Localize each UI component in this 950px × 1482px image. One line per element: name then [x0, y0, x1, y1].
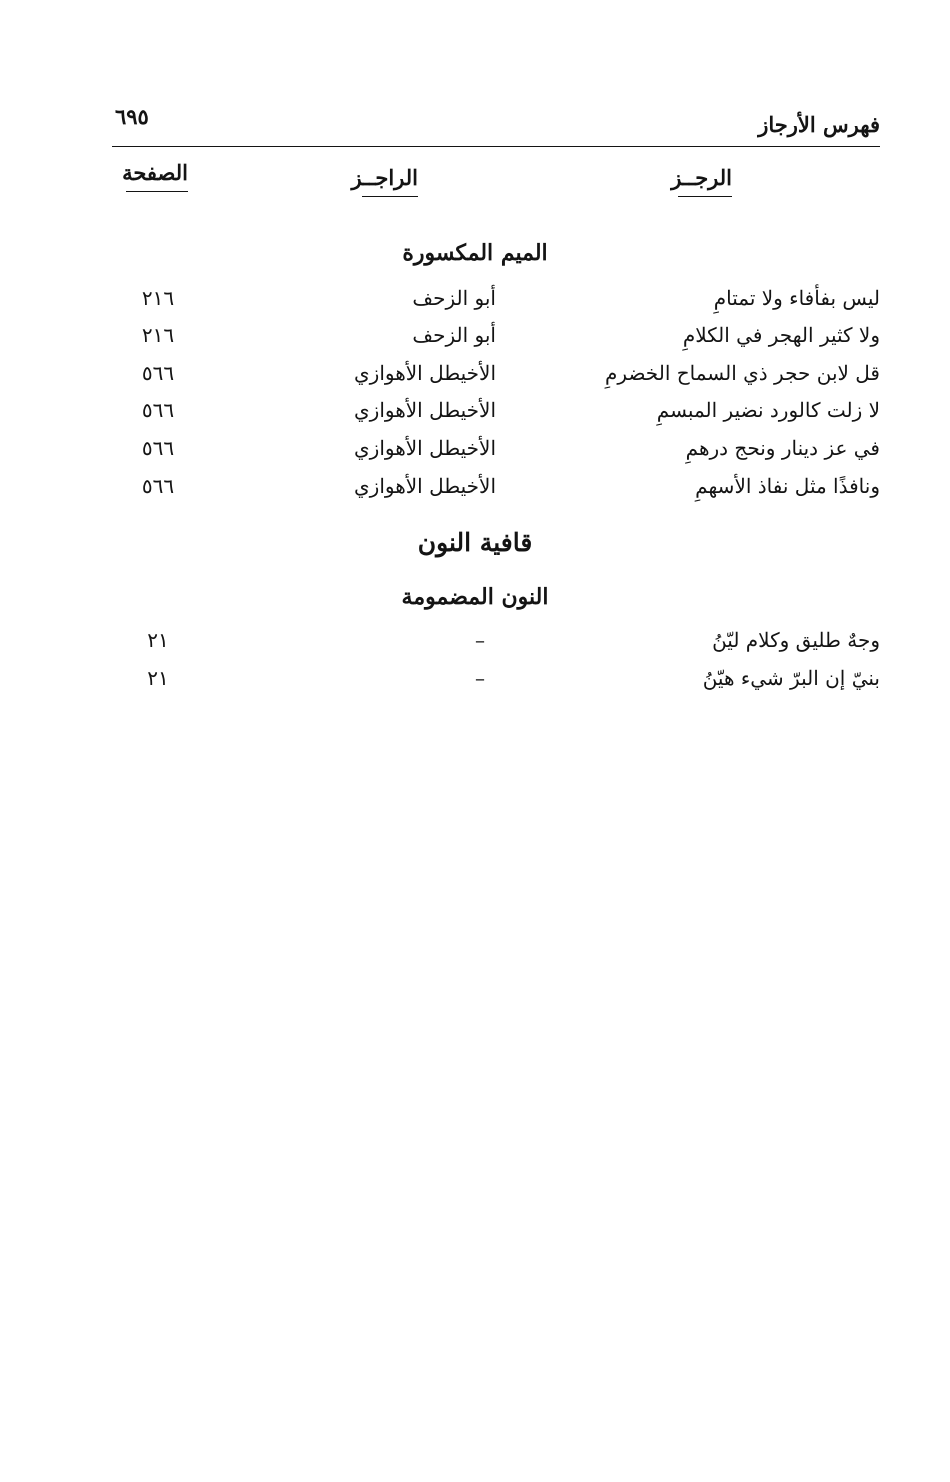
table-row: [0, 361, 950, 395]
verse-text: في عز دينار ونحج درهمِ: [685, 436, 880, 460]
poet-name: الأخيطل الأهوازي: [354, 436, 496, 460]
table-row: [0, 323, 950, 357]
page-ref: ٥٦٦: [141, 361, 175, 385]
poet-name: الأخيطل الأهوازي: [354, 474, 496, 498]
page-ref: ٢١٦: [141, 323, 175, 347]
verse-text: ولا كثير الهجر في الكلامِ: [682, 323, 880, 347]
poet-name: الأخيطل الأهوازي: [354, 361, 496, 385]
page-ref: ٢١٦: [141, 286, 175, 310]
table-row: [0, 666, 950, 700]
poet-name: أبو الزحف: [412, 286, 496, 310]
page-number: ٦٩٥: [115, 104, 149, 129]
header-divider: [112, 146, 880, 147]
column-header-verse: الرجــز: [678, 165, 732, 197]
section-subheading: النون المضمومة: [401, 584, 549, 610]
table-row: [0, 628, 950, 662]
poet-name: الأخيطل الأهوازي: [354, 398, 496, 422]
running-header-title: فهرس الأرجاز: [758, 112, 880, 137]
page-ref: ٢١: [147, 628, 169, 652]
poet-name: –: [475, 666, 485, 690]
table-row: [0, 436, 950, 470]
table-row: [0, 286, 950, 320]
section-heading: قافية النون: [417, 528, 533, 557]
column-header-poet: الراجــز: [362, 165, 418, 197]
page-ref: ٢١: [147, 666, 169, 690]
verse-text: ونافذًا مثل نفاذ الأسهمِ: [695, 474, 880, 498]
column-header-page: الصفحة: [126, 160, 188, 192]
table-row: [0, 398, 950, 432]
verse-text: لا زلت كالورد نضير المبسمِ: [656, 398, 880, 422]
page-ref: ٥٦٦: [141, 398, 175, 422]
verse-text: بنيّ إن البرّ شيء هيّنُ: [702, 666, 880, 690]
verse-text: ليس بفأفاء ولا تمتامِ: [713, 286, 880, 310]
verse-text: قل لابن حجر ذي السماح الخضرمِ: [605, 361, 880, 385]
page-ref: ٥٦٦: [141, 474, 175, 498]
page-ref: ٥٦٦: [141, 436, 175, 460]
section-subheading: الميم المكسورة: [402, 240, 548, 266]
poet-name: أبو الزحف: [412, 323, 496, 347]
poet-name: –: [475, 628, 485, 652]
table-row: [0, 474, 950, 508]
verse-text: وجهٌ طليق وكلام ليّنُ: [712, 628, 880, 652]
